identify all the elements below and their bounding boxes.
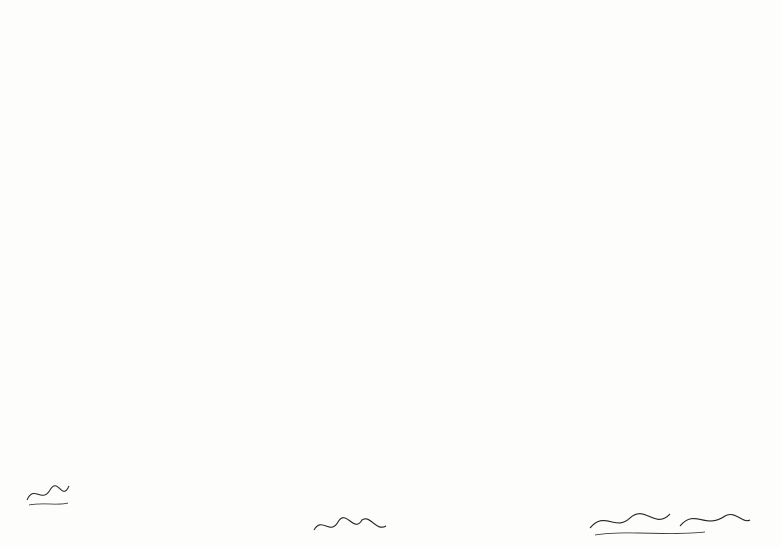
vice-dean-signature [310, 512, 390, 540]
dean-signature [24, 478, 72, 508]
committee-signature [585, 500, 755, 540]
